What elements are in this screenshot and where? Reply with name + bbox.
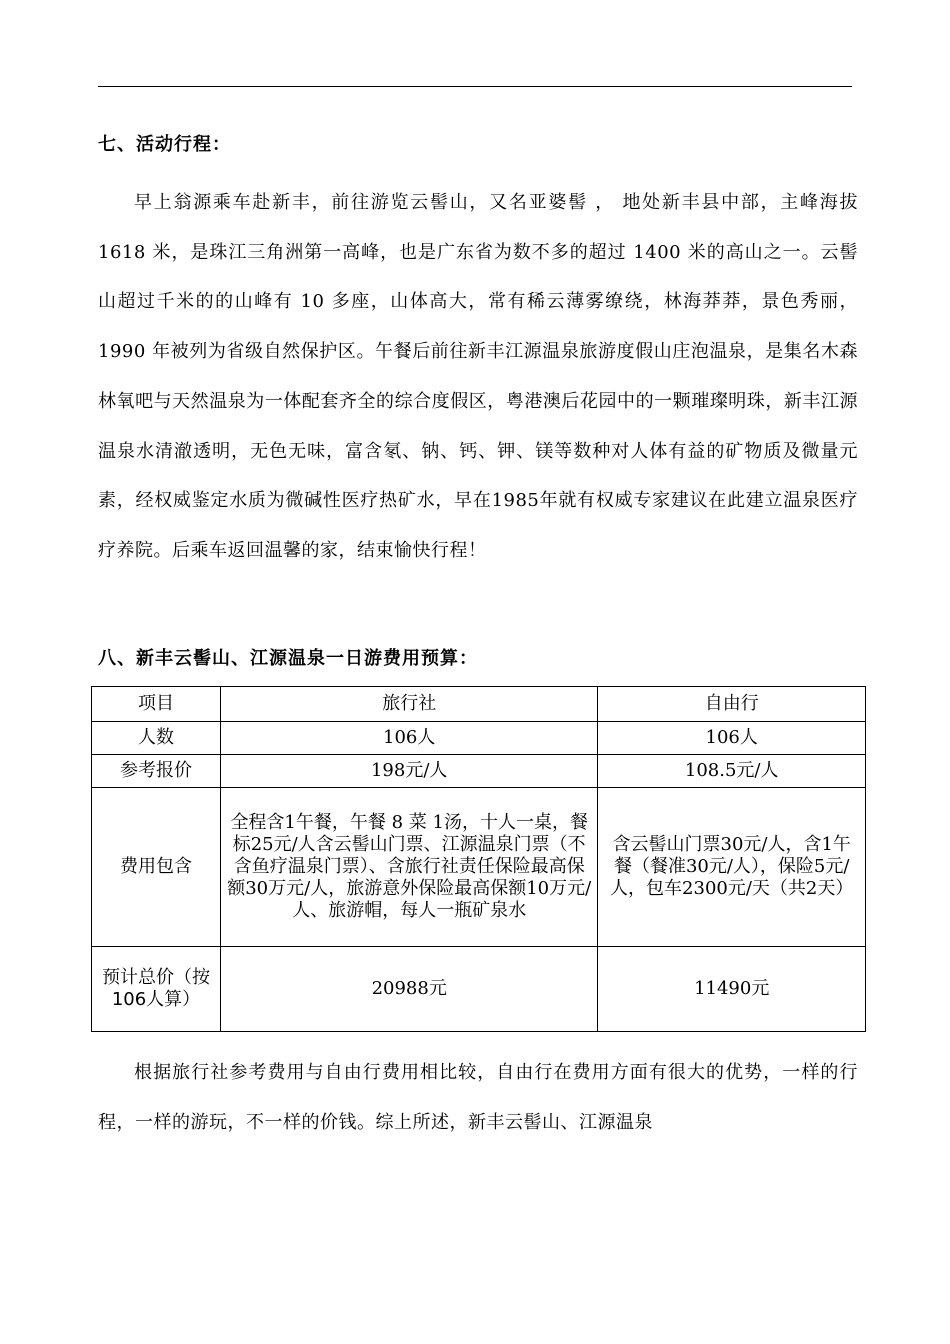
self-headcount: 106人 [598, 722, 866, 755]
agency-inclusions: 全程含1午餐，午餐 8 菜 1汤，十人一桌，餐标25元/人含云髻山门票、江源温泉门票（不含鱼疗温泉门票）、含旅行社责任保险最高保额30万元/人，旅游意外保险最高保额10万元/人、旅游帽，每人一瓶矿泉水 [220, 788, 597, 947]
section-7-heading: 七、活动行程： [98, 134, 231, 155]
row-label-total: 预计总价（按106人算） [92, 947, 221, 1032]
row-label-price: 参考报价 [92, 755, 221, 788]
agency-headcount: 106人 [220, 722, 597, 755]
self-price: 108.5元/人 [598, 755, 866, 788]
table-row [92, 947, 866, 1032]
row-label-headcount: 人数 [92, 722, 221, 755]
table-header-row [92, 687, 866, 722]
header-item: 项目 [92, 687, 221, 722]
section-8-heading: 八、新丰云髻山、江源温泉一日游费用预算： [98, 648, 478, 669]
header-rule [98, 86, 852, 87]
cost-table [91, 686, 866, 1032]
itinerary-paragraph: 早上翁源乘车赴新丰，前往游览云髻山，又名亚婆髻 ， 地处新丰县中部，主峰海拔 1618 米，是珠江三角洲第一高峰，也是广东省为数不多的超过 1400 米的高山之一。云髻山超过千米的的山峰有 10 多座，山体高大，常有稀云薄雾缭绕，林海莽莽，景色秀丽， 1990 年被列为省级自然保护区。午餐后前往新丰江源温泉旅游度假山庄泡温泉，是集名木森林氧吧与天然温泉为一体配套齐全的综合度假区，粤港澳后花园中的一颗璀璨明珠，新丰江源温泉水清澈透明，无色无味，富含氡、钠、钙、钾、镁等数种对人体有益的矿物质及微量元素，经权威鉴定水质为微碱性医疗热矿水，早在1985年就有权威专家建议在此建立温泉医疗疗养院。后乘车返回温馨的家，结束愉快行程！ [98, 192, 858, 561]
table-row [92, 722, 866, 755]
header-self-guided: 自由行 [598, 687, 866, 722]
agency-price: 198元/人 [220, 755, 597, 788]
header-agency: 旅行社 [220, 687, 597, 722]
agency-total: 20988元 [220, 947, 597, 1032]
table-row [92, 755, 866, 788]
self-total: 11490元 [598, 947, 866, 1032]
row-label-inclusions: 费用包含 [92, 788, 221, 947]
self-inclusions: 含云髻山门票30元/人，含1午餐（餐准30元/人），保险5元/人，包车2300元/天（共2天） [598, 788, 866, 947]
conclusion-paragraph: 根据旅行社参考费用与自由行费用相比较，自由行在费用方面有很大的优势，一样的行程，一样的游玩，不一样的价钱。综上所述，新丰云髻山、江源温泉 [98, 1062, 858, 1133]
table-row [92, 788, 866, 947]
